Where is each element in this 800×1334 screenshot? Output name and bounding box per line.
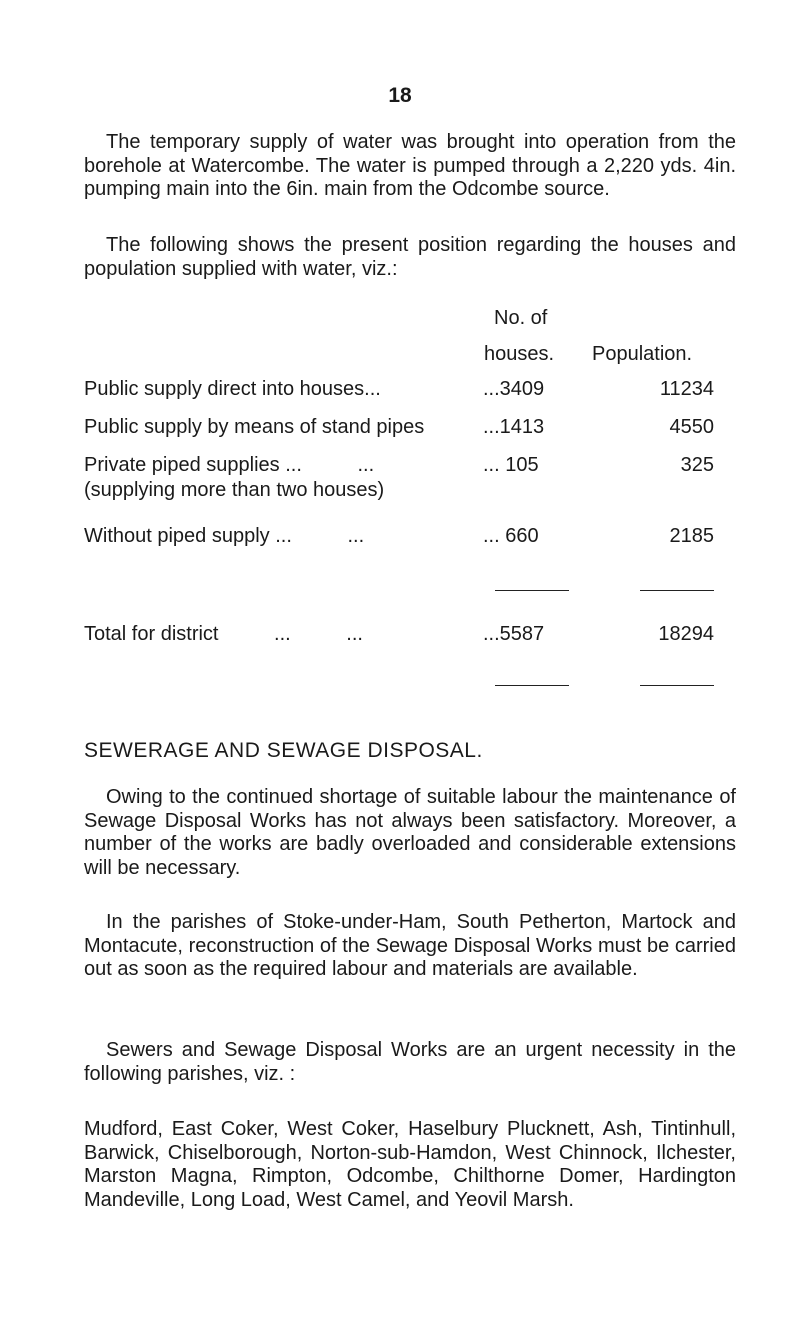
row-population: 2185 xyxy=(669,525,714,547)
row-houses: ...1413 xyxy=(483,416,545,438)
row-label: Public supply direct into houses... xyxy=(84,378,381,400)
total-rule-population xyxy=(640,685,714,686)
subtotal-rule-houses xyxy=(495,590,569,591)
paragraph-position-intro: The following shows the present position regarding the houses and population supplied with water, viz.: xyxy=(84,234,736,280)
subtotal-rule-population xyxy=(640,590,714,591)
row-houses: ...3409 xyxy=(483,378,545,400)
row-population: 325 xyxy=(680,454,714,476)
row-population: 11234 xyxy=(659,378,714,400)
row-label: Private piped supplies ... ... xyxy=(84,454,375,476)
row-label-note: (supplying more than two houses) xyxy=(84,479,385,501)
page-number: 18 xyxy=(388,84,412,107)
row-label: Public supply by means of stand pipes xyxy=(84,416,425,438)
total-rule-houses xyxy=(495,685,569,686)
row-houses: ... 105 xyxy=(483,454,539,476)
total-label: Total for district ... ... xyxy=(84,623,363,645)
row-label: Without piped supply ... ... xyxy=(84,525,365,547)
total-population: 18294 xyxy=(658,623,714,645)
paragraph-parish-list: Mudford, East Coker, West Coker, Haselbury Plucknett, Ash, Tintinhull, Barwick, Chiselborough, Norton-sub-Hamdon, West Chinnock, Ilchester, Marston Magna, Rimpton, Odcombe, Chilthorne Domer, Hardington Mandeville, Long Load, West Camel, and Yeovil Marsh. xyxy=(84,1118,736,1211)
paragraph-water-supply: The temporary supply of water was brought into operation from the borehole at Watercombe. The water is pumped through a 2,220 yds. 4in. pumping main into the 6in. main from the Odcombe source. xyxy=(84,131,736,200)
header-houses-line2: houses. xyxy=(484,343,555,365)
header-houses-line1: No. of xyxy=(494,307,548,329)
header-population: Population. xyxy=(592,343,693,365)
paragraph-maintenance: Owing to the continued shortage of suitable labour the maintenance of Sewage Disposal Works has not always been satisfactory. Moreover, a number of the works are badly overloaded and considerable extensions will be necessary. xyxy=(84,786,736,879)
row-houses: ... 660 xyxy=(483,525,539,547)
row-population: 4550 xyxy=(669,416,714,438)
section-heading: SEWERAGE AND SEWAGE DISPOSAL. xyxy=(84,739,483,762)
paragraph-urgent-necessity: Sewers and Sewage Disposal Works are an urgent necessity in the following parishes, viz. : xyxy=(84,1039,736,1085)
total-houses: ...5587 xyxy=(483,623,545,645)
paragraph-reconstruction: In the parishes of Stoke-under-Ham, South Petherton, Martock and Montacute, reconstruction of the Sewage Disposal Works must be carried out as soon as the required labour and materials are available. xyxy=(84,911,736,980)
